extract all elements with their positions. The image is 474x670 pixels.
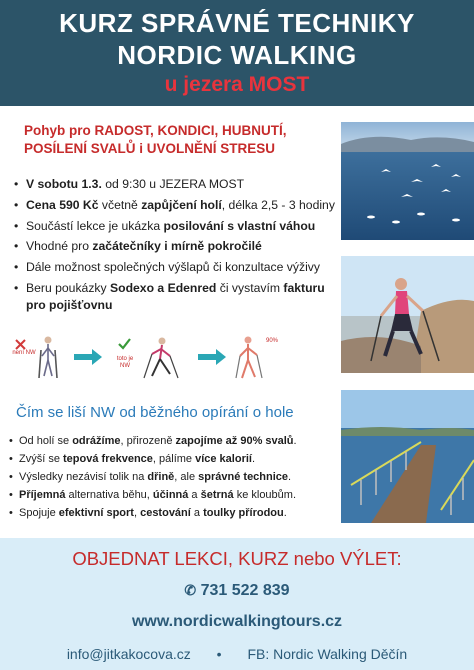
subtitle: u jezera MOST <box>164 73 310 96</box>
cross-icon <box>16 340 25 349</box>
list-item: • Cena 590 Kč včetně zapůjčení holí, délka 2,5 - 3 hodiny <box>12 197 342 214</box>
check-icon <box>119 339 130 348</box>
list-item: • Dále možnost společných výšlapů či konzultace výživy <box>12 259 342 276</box>
percent-label: 90% <box>265 338 278 344</box>
muscle-figure-icon <box>236 337 262 379</box>
list-item: • Výsledky nezávisí tolik na dřině, ale správné technice. <box>8 470 343 485</box>
list-item: • Součástí lekce je ukázka posilování s vlastní váhou <box>12 218 342 235</box>
title-line-1: KURZ SPRÁVNÉ TECHNIKY <box>59 8 415 38</box>
list-item: • Vhodné pro začátečníky i mírně pokročilé <box>12 238 342 255</box>
list-item: • V sobotu 1.3. od 9:30 u JEZERA MOST <box>12 176 342 193</box>
list-item: • Spojuje efektivní sport, cestování a toulky přírodou. <box>8 506 343 521</box>
intro-line-1: Pohyb pro RADOST, KONDICI, HUBNUTÍ, <box>24 123 287 138</box>
phone-number[interactable]: ✆ 731 522 839 <box>184 582 290 599</box>
walker-wrong-icon <box>39 337 57 379</box>
pier-lake-photo <box>341 390 474 523</box>
website-link[interactable]: www.nordicwalkingtours.cz <box>131 613 343 630</box>
separator: • <box>216 646 222 662</box>
email-link[interactable]: info@jitkakocova.cz <box>66 646 191 662</box>
facebook-link[interactable]: FB: Nordic Walking Děčín <box>247 646 408 662</box>
intro-line-2: POSÍLENÍ SVALŮ i UVOLNĚNÍ STRESU <box>24 141 276 156</box>
lake-birds-photo <box>341 122 474 240</box>
not-nw-label: není NW <box>12 350 36 356</box>
arrow-right-icon <box>198 349 226 365</box>
walker-correct-icon <box>144 338 178 379</box>
nw-figures-graphic <box>8 332 338 387</box>
contact-line <box>0 646 474 662</box>
intro-text <box>24 122 344 158</box>
arrow-right-icon <box>74 349 102 365</box>
is-nw-label: toto je NW <box>116 356 134 369</box>
header-banner <box>0 0 474 106</box>
list-item: • Beru poukázky Sodexo a Edenred či vystavím fakturu pro pojišťovnu <box>12 280 342 314</box>
contact-footer <box>0 538 474 670</box>
list-item: • Příjemná alternativa běhu, účinná a šetrná ke kloubům. <box>8 488 343 503</box>
nw-technique-illustration <box>8 332 338 387</box>
list-item: • Od holí se odrážíme, přirozeně zapojíme až 90% svalů. <box>8 434 343 449</box>
feature-list <box>12 176 342 318</box>
woman-walking-photo <box>341 256 474 373</box>
title-line-2: NORDIC WALKING <box>117 40 357 70</box>
difference-list <box>8 434 343 524</box>
list-item: • Zvýší se tepová frekvence, pálíme více kalorií. <box>8 452 343 467</box>
order-title: OBJEDNAT LEKCI, KURZ nebo VÝLET: <box>72 548 402 569</box>
section-title: Čím se liší NW od běžného opírání o hole <box>16 404 294 421</box>
phone-icon: ✆ <box>184 582 197 598</box>
